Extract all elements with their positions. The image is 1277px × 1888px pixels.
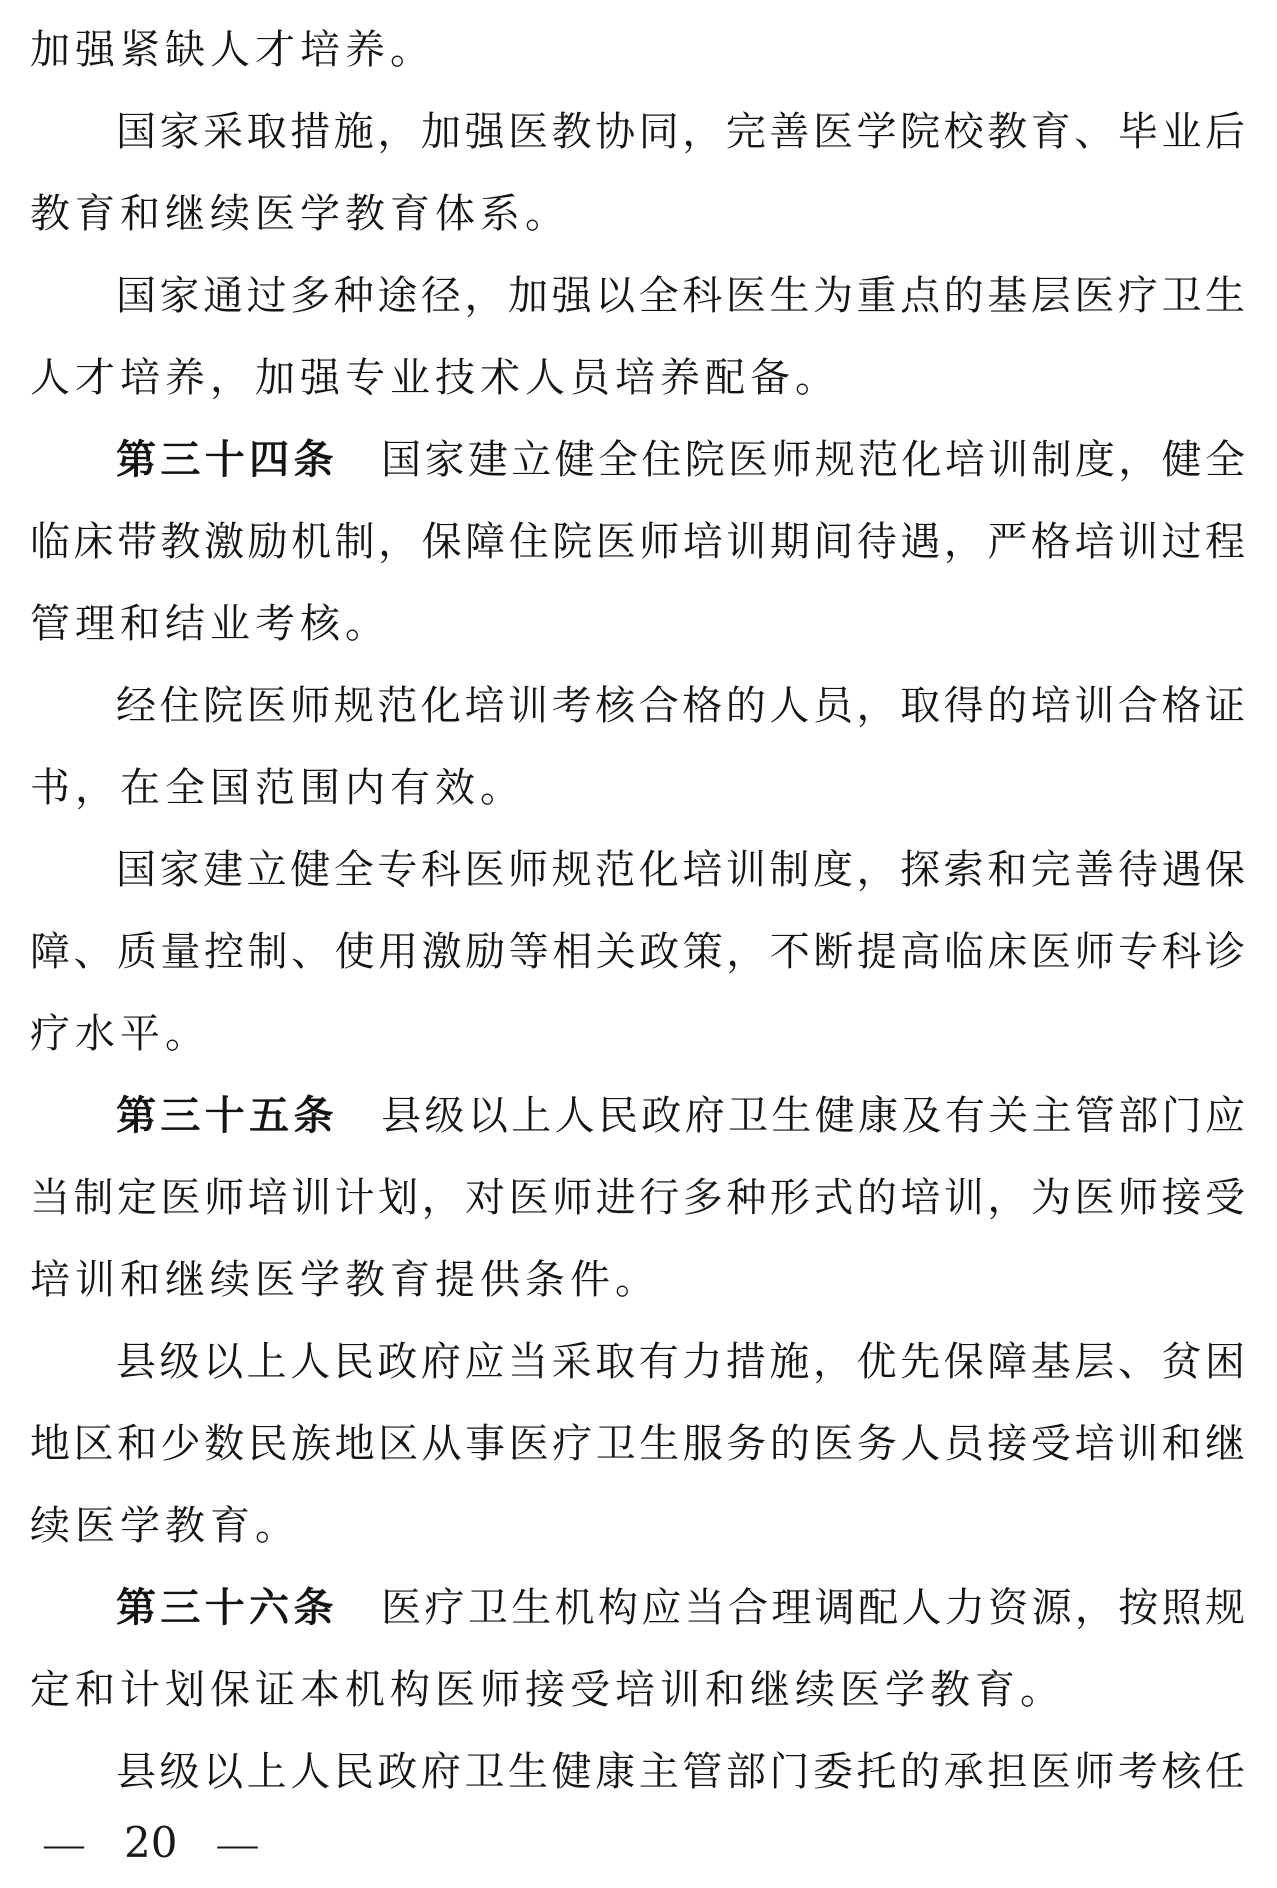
text-line <box>30 1157 1245 1239</box>
line-text: 地区和少数民族地区从事医疗卫生服务的医务人员接受培训和继 <box>30 1421 1245 1466</box>
line-text: 续医学教育。 <box>30 1503 300 1548</box>
page-footer <box>44 1813 257 1873</box>
text-line <box>30 665 1245 747</box>
line-text: 教育和继续医学教育体系。 <box>30 191 570 236</box>
text-line <box>30 829 1245 911</box>
line-text: 书，在全国范围内有效。 <box>30 765 525 810</box>
article-line <box>30 1567 1245 1649</box>
line-text: 人才培养，加强专业技术人员培养配备。 <box>30 355 840 400</box>
text-line <box>30 1649 1245 1731</box>
page-number: 20 <box>124 1818 178 1867</box>
article-number: 第三十四条 <box>116 437 338 482</box>
line-text: 临床带教激励机制，保障住院医师培训期间待遇，严格培训过程 <box>30 519 1245 564</box>
text-line <box>30 173 1245 255</box>
document-body <box>30 9 1245 1813</box>
text-line <box>30 1485 1245 1567</box>
line-text: 管理和结业考核。 <box>30 601 390 646</box>
text-line <box>30 337 1245 419</box>
footer-dash-left: — <box>44 1821 84 1866</box>
text-line <box>30 583 1245 665</box>
text-line <box>30 91 1245 173</box>
line-text: 加强紧缺人才培养。 <box>30 27 435 72</box>
line-text: 疗水平。 <box>30 1011 210 1056</box>
text-line <box>30 1321 1245 1403</box>
article-number: 第三十六条 <box>116 1585 338 1630</box>
text-line <box>30 1239 1245 1321</box>
article-line <box>30 1075 1245 1157</box>
text-line <box>30 501 1245 583</box>
article-number: 第三十五条 <box>116 1093 338 1138</box>
text-line <box>30 993 1245 1075</box>
line-text: 障、质量控制、使用激励等相关政策，不断提高临床医师专科诊 <box>30 929 1245 974</box>
text-line <box>30 1403 1245 1485</box>
line-text: 县级以上人民政府卫生健康主管部门委托的承担医师考核任 <box>116 1749 1245 1794</box>
line-text: 县级以上人民政府应当采取有力措施，优先保障基层、贫困 <box>116 1339 1245 1384</box>
line-text: 医疗卫生机构应当合理调配人力资源，按照规 <box>377 1585 1245 1630</box>
line-text: 培训和继续医学教育提供条件。 <box>30 1257 660 1302</box>
text-line <box>30 911 1245 993</box>
line-text: 当制定医师培训计划，对医师进行多种形式的培训，为医师接受 <box>30 1175 1245 1220</box>
text-line <box>30 9 1245 91</box>
text-line <box>30 1731 1245 1813</box>
article-line <box>30 419 1245 501</box>
line-text: 国家建立健全专科医师规范化培训制度，探索和完善待遇保 <box>116 847 1245 892</box>
line-text: 国家建立健全住院医师规范化培训制度，健全 <box>377 437 1245 482</box>
text-line <box>30 255 1245 337</box>
line-text: 国家采取措施，加强医教协同，完善医学院校教育、毕业后 <box>116 109 1245 154</box>
text-line <box>30 747 1245 829</box>
line-text: 定和计划保证本机构医师接受培训和继续医学教育。 <box>30 1667 1065 1712</box>
line-text: 国家通过多种途径，加强以全科医生为重点的基层医疗卫生 <box>116 273 1245 318</box>
line-text: 县级以上人民政府卫生健康及有关主管部门应 <box>377 1093 1245 1138</box>
line-text: 经住院医师规范化培训考核合格的人员，取得的培训合格证 <box>116 683 1245 728</box>
footer-dash-right: — <box>217 1821 258 1866</box>
